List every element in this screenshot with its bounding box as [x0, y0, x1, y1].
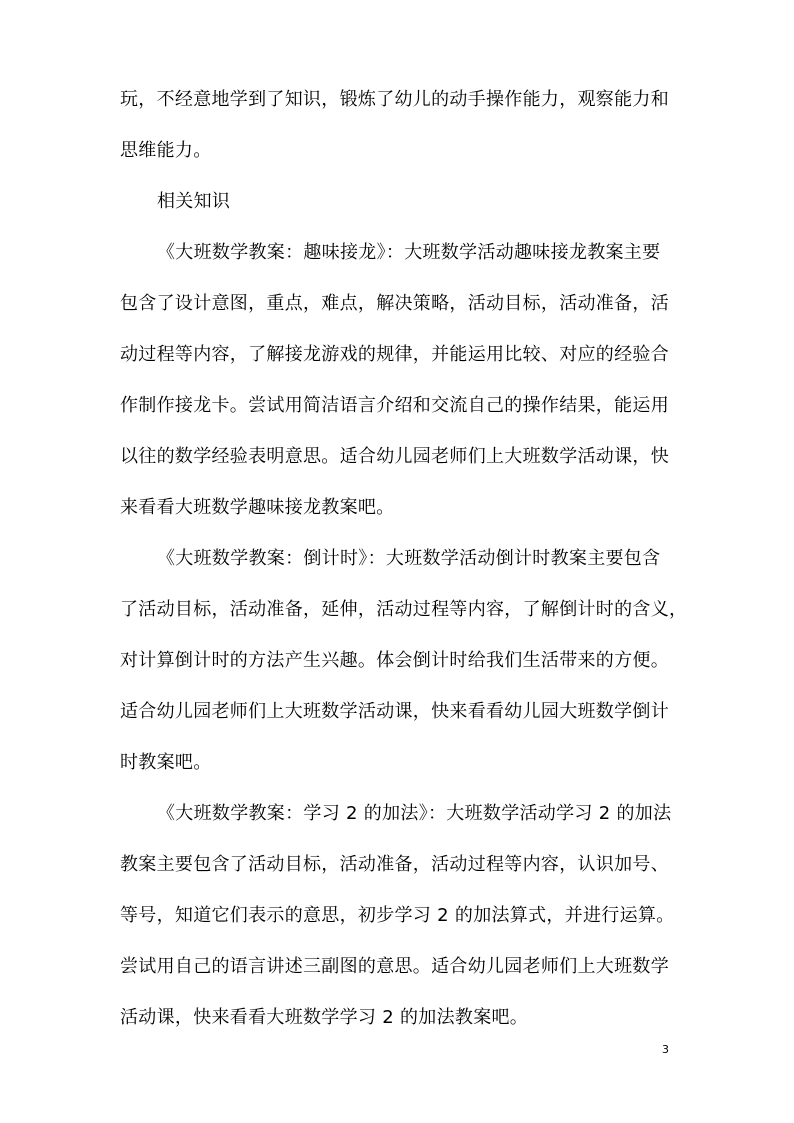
text-line: 来看看大班数学趣味接龙教案吧。	[120, 497, 395, 518]
text-line: 《大班数学教案：学习 2 的加法》：大班数学活动学习 2 的加法	[157, 803, 672, 824]
text-line: 等号，知道它们表示的意思，初步学习 2 的加法算式，并进行运算。	[120, 905, 675, 926]
section-heading: 相关知识	[157, 191, 231, 212]
page-number: 3	[662, 1043, 669, 1056]
text-line: 活动课，快来看看大班数学学习 2 的加法教案吧。	[120, 1007, 529, 1028]
text-line: 时教案吧。	[120, 752, 212, 773]
text-line: 适合幼儿园老师们上大班数学活动课，快来看看幼儿园大班数学倒计	[120, 701, 669, 722]
text-line: 作制作接龙卡。尝试用简洁语言介绍和交流自己的操作结果，能运用	[120, 395, 669, 416]
text-line: 玩，不经意地学到了知识，锻炼了幼儿的动手操作能力，观察能力和	[120, 89, 669, 110]
text-line: 《大班数学教案：趣味接龙》：大班数学活动趣味接龙教案主要	[157, 242, 661, 263]
text-line: 包含了设计意图，重点，难点，解决策略，活动目标，活动准备，活	[120, 293, 669, 314]
text-line: 尝试用自己的语言讲述三副图的意思。适合幼儿园老师们上大班数学	[120, 956, 669, 977]
text-line: 以往的数学经验表明意思。适合幼儿园老师们上大班数学活动课，快	[120, 446, 669, 467]
text-line: 思维能力。	[120, 140, 212, 161]
text-line: 了活动目标，活动准备，延伸，活动过程等内容，了解倒计时的含义，	[120, 599, 688, 620]
text-line: 对计算倒计时的方法产生兴趣。体会倒计时给我们生活带来的方便。	[120, 650, 669, 671]
text-line: 教案主要包含了活动目标，活动准备，活动过程等内容，认识加号、	[120, 854, 669, 875]
text-line: 《大班数学教案：倒计时》：大班数学活动倒计时教案主要包含	[157, 548, 661, 569]
text-line: 动过程等内容，了解接龙游戏的规律，并能运用比较、对应的经验合	[120, 344, 669, 365]
document-body	[120, 88, 688, 1057]
